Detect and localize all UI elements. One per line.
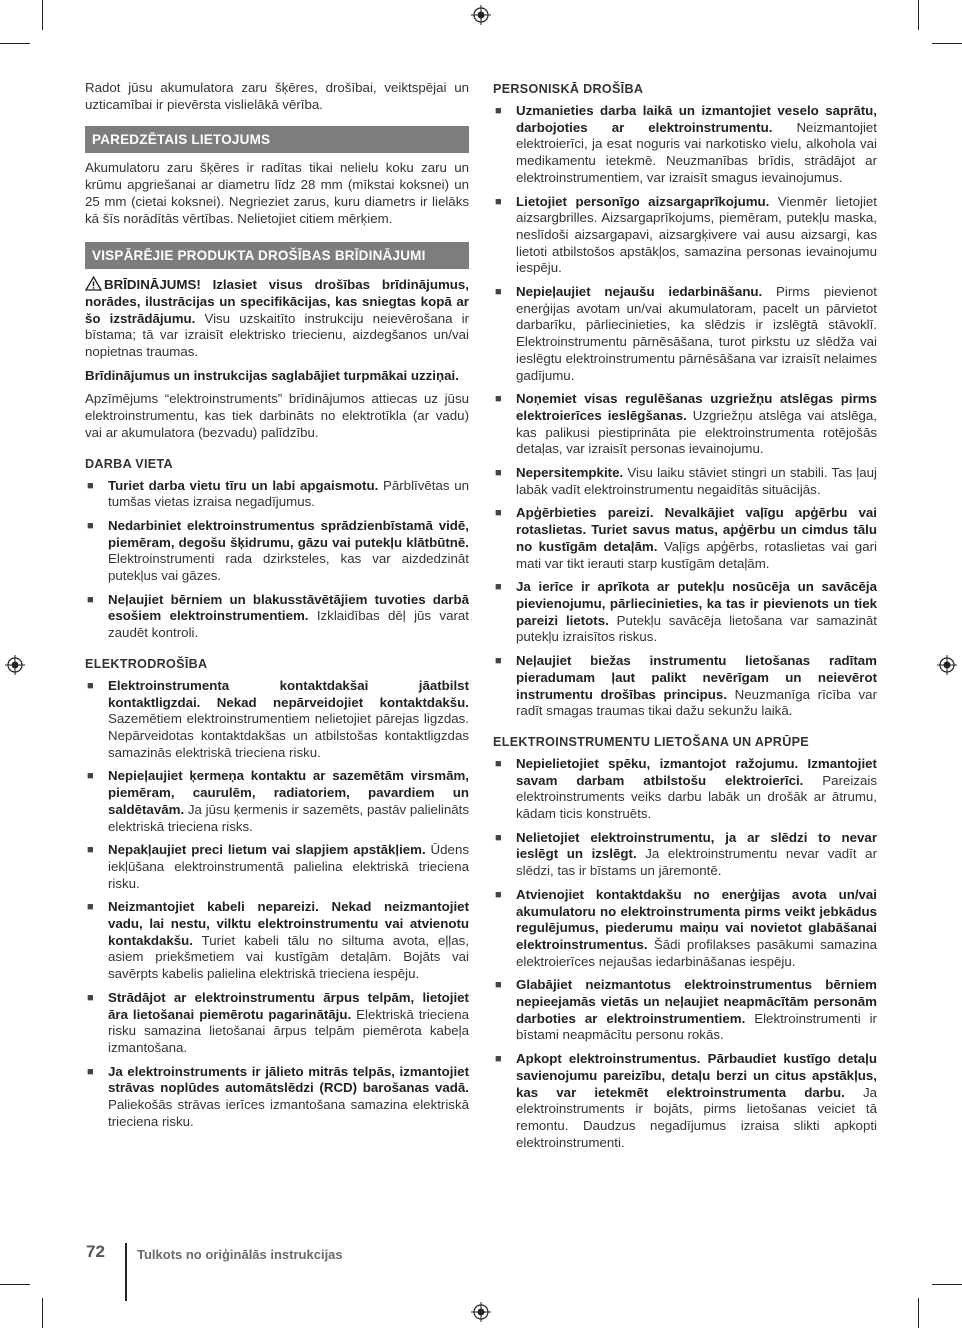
list-item-text: Pareizais elektroinstruments veiks darbu labāk un drošāk ar ātrumu, kādam ticis konstruēts. <box>516 772 877 822</box>
personal-safety-list <box>493 103 877 720</box>
list-item-text: Elektroinstrumenti ir bīstami neapmācītu personu rokās. <box>516 1010 877 1043</box>
list-item-text: Pārblīvētas un tumšas vietas izraisa negadījumus. <box>108 477 469 510</box>
square-bullet-icon: ■ <box>87 679 94 692</box>
list-item <box>85 990 469 1057</box>
square-bullet-icon: ■ <box>87 844 94 857</box>
footer-text: Tulkots no oriģinālās instrukcijas <box>137 1247 343 1262</box>
list-item-bold: Glabājiet neizmantotus elektroinstrumentus bērniem nepieejamās vietās un neļaujiet neapmācītām personām darboties ar elektroinstrumentiem. <box>516 977 877 1026</box>
square-bullet-icon: ■ <box>495 195 502 208</box>
list-item-text: Elektriskā trieciena risku samazina lietošanai ārpus telpām piemērota kabeļa izmantošana. <box>108 1006 469 1055</box>
list-item-bold: Ja elektroinstruments ir jālieto mitrās telpās, izmantojiet strāvas noplūdes automātslēdzi (RCD) barošanas vadā. <box>108 1063 469 1096</box>
list-item-text: Neizmantojiet elektroierīci, ja esat noguris vai narkotisko vielu, alkohola vai medikamentu ietekmē. Neuzmanības brīdis, strādājot ar elektroinstrumentiem, var izraisīt smagus ievainojumus. <box>516 119 878 185</box>
registration-crosshair-icon <box>5 655 25 675</box>
square-bullet-icon: ■ <box>495 581 502 594</box>
list-item-bold: Nepieļaujiet ķermeņa kontaktu ar sazemētām virsmām, piemēram, caurulēm, radiatoriem, pavardiem un saldētavām. <box>108 768 469 817</box>
intended-use-paragraph: Akumulatoru zaru šķēres ir radītas tikai nelielu koku zaru un krūmu apgriešanai ar diametru līdz 28 mm (mīkstai koksnei) un 25 mm (cietai koksnei). Negrieziet zarus, kuru diametrs ir lielāks kā šīs norādītās vērtības. Nelietojiet citiem mērķiem. <box>85 160 469 226</box>
list-item <box>493 977 877 1044</box>
warning-body-text: Visu uzskaitīto instrukciju neievērošana ir bīstama; tā var izraisīt elektrisko triecienu, aizdegšanos un/vai nopietnas traumas. <box>85 310 470 360</box>
keep-instructions <box>85 368 469 385</box>
list-item <box>85 768 469 835</box>
list-item-text: Vaļīgs apģērbs, rotaslietas vai gari mati var tikt ierauti starp kustīgām detaļām. <box>516 538 877 571</box>
square-bullet-icon: ■ <box>495 979 502 992</box>
list-item-bold: Strādājot ar elektroinstrumentu ārpus telpām, lietojiet āra lietošanai piemērotu pagarinātāju. <box>108 989 469 1022</box>
left-column <box>85 80 469 1137</box>
list-item-bold: Ja ierīce ir aprīkota ar putekļu nosūcēja un savācēja pievienojumu, pārliecinieties, ka tas ir pievienots un tiek pareizi lietots. <box>516 579 877 628</box>
square-bullet-icon: ■ <box>495 757 502 770</box>
section-heading-general-safety: VISPĀRĒJIE PRODUKTA DROŠĪBAS BRĪDINĀJUMI <box>85 242 469 269</box>
square-bullet-icon: ■ <box>87 1065 94 1078</box>
list-item <box>493 653 877 720</box>
square-bullet-icon: ■ <box>87 593 94 606</box>
page-number: 72 <box>86 1242 105 1261</box>
list-item <box>85 842 469 892</box>
list-item-text: Putekļu savācēja lietošana var samazināt putekļu izraisītos riskus. <box>516 612 877 645</box>
registration-crosshair-icon <box>471 1302 491 1322</box>
list-item-bold: Turiet darba vietu tīru un labi apgaismotu. <box>108 477 379 493</box>
crop-mark <box>918 1298 919 1328</box>
square-bullet-icon: ■ <box>495 655 502 668</box>
intro-paragraph: Radot jūsu akumulatora zaru šķēres, drošībai, veiktspējai un uzticamībai ir pievērsta vislielākā vērība. <box>85 80 469 112</box>
list-item-text: Paliekošās strāvas ierīces izmantošana samazina elektriskā trieciena risku. <box>108 1097 469 1129</box>
tool-use-care-list <box>493 756 877 1151</box>
list-item <box>493 830 877 880</box>
list-item-text: Šādi profilakses pasākumi samazina elektroierīces nejaušas iedarbināšanas iespēju. <box>516 936 877 969</box>
crop-mark <box>0 1284 30 1285</box>
list-item-text: Sazemētiem elektroinstrumentiem nelietojiet pārejas ligzdas. Nepārveidotas kontaktdakšas un atbilstošas kontaktligzdas samazinās elektriskā trieciena risku. <box>108 711 469 760</box>
list-item <box>85 478 469 511</box>
list-item-text: Turiet kabeli tālu no siltuma avota, eļļas, asiem priekšmetiem vai kustīgām detaļām. Bojāts vai savērpts kabelis palielina elektriskā trieciena iespēju. <box>108 932 469 982</box>
square-bullet-icon: ■ <box>495 105 502 117</box>
list-item-text: Ja jūsu ķermenis ir sazemēts, pastāv palielināts elektriskā trieciena risks. <box>108 801 469 834</box>
square-bullet-icon: ■ <box>495 1053 502 1066</box>
registration-crosshair-icon <box>937 655 957 675</box>
electrical-safety-list <box>85 678 469 1131</box>
crop-mark <box>42 0 43 30</box>
list-item-bold: Neļaujiet bērniem un blakusstāvētājiem tuvoties darbā esošiem elektroinstrumentiem. <box>108 591 469 624</box>
crop-mark <box>42 1298 43 1328</box>
term-definition-paragraph: Apzīmējums “elektroinstruments” brīdinājumos attiecas uz jūsu elektroinstrumentu, kas tiek darbināts no elektrotīkla (ar vadu) vai ar akumulatora (bezvadu) palīdzību. <box>85 391 469 440</box>
list-item <box>85 592 469 642</box>
list-item-text: Pirms pievienot enerģijas avotam un/vai akumulatoram, pacelt un pārvietot darbarīku, pārliecinieties, ka slēdzis ir izslēgtā stāvoklī. Elektroinstrumentu pārnēsāšana, turot pirkstu uz slēdža vai ieslēgtu elektroinstrumentu pārnēsāšana var izraisīt nelaimes gadījumu. <box>516 284 877 383</box>
list-item-bold: Nepersitempkite. <box>516 465 624 481</box>
list-item-bold: Nepieļaujiet nejaušu iedarbināšanu. <box>516 284 763 300</box>
square-bullet-icon: ■ <box>495 393 502 406</box>
list-item-bold: Nedarbiniet elektroinstrumentus sprādzienbīstamā vidē, piemēram, degošu šķidrumu, gāzu vai putekļu klātbūtnē. <box>108 517 469 550</box>
list-item-bold: Nelietojiet elektroinstrumentu, ja ar slēdzi to nevar ieslēgt un izslēgt. <box>516 829 877 862</box>
list-item-bold: Uzmanieties darba laikā un izmantojiet veselo saprātu, darbojoties ar elektroinstrumentu. <box>516 103 877 135</box>
list-item-text: Neuzmanīga rīcība var radīt smagas traumas tikai dažu sekunžu laikā. <box>516 686 877 719</box>
list-item <box>493 756 877 823</box>
list-item-bold: Lietojiet personīgo aizsargaprīkojumu. <box>516 193 770 209</box>
list-item <box>85 518 469 585</box>
list-item <box>493 1051 877 1151</box>
square-bullet-icon: ■ <box>495 831 502 844</box>
list-item <box>493 579 877 646</box>
warning-bold-text: BRĪDINĀJUMS! Izlasiet visus drošības brīdinājumus, norādes, ilustrācijas un specifikācijas, kas sniegtas kopā ar šo izstrādājumu. <box>85 277 469 326</box>
list-item-text: Izklaidības dēļ jūs varat zaudēt kontroli. <box>108 608 469 641</box>
list-item <box>493 505 877 572</box>
list-item-text: Vienmēr lietojiet aizsargbrilles. Aizsargaprīkojums, piemēram, putekļu maska, neslīdoši aizsargapavi, aizsargķivere vai ausu aizsargi, kas lietoti atbilstošos apstākļos, samazina personas ievainojumu iespēju. <box>516 193 877 276</box>
list-item <box>493 103 877 187</box>
list-item <box>493 887 877 971</box>
electrical-safety-heading: ELEKTRODROŠĪBA <box>85 656 208 671</box>
list-item <box>85 1064 469 1131</box>
list-item-bold: Neļaujiet biežas instrumentu lietošanas radītam pieradumam ļaut palikt nevērīgam un neievērot instrumentu drošības principus. <box>516 653 877 702</box>
list-item <box>85 678 469 762</box>
list-item-text: Elektroinstrumenti rada dzirksteles, kas var aizdedzināt putekļus vai gāzes. <box>108 551 469 584</box>
square-bullet-icon: ■ <box>87 901 94 914</box>
list-item-text: Ja elektroinstrumentu nevar vadīt ar slēdzi, tas ir bīstams un jāremontē. <box>516 846 877 879</box>
list-item <box>85 899 469 983</box>
list-item-text: Visu laiku stāviet stingri un stabili. Tas ļauj labāk vadīt elektroinstrumentu negaidītās situācijās. <box>516 465 877 497</box>
square-bullet-icon: ■ <box>87 519 94 532</box>
keep-instructions-bold: Brīdinājumus un instrukcijas saglabājiet turpmākai uzziņai. <box>85 367 459 383</box>
square-bullet-icon: ■ <box>87 991 94 1004</box>
section-heading-intended-use: PAREDZĒTAIS LIETOJUMS <box>85 126 469 153</box>
list-item <box>493 284 877 384</box>
square-bullet-icon: ■ <box>87 770 94 783</box>
square-bullet-icon: ■ <box>495 286 502 299</box>
registration-crosshair-icon <box>471 5 491 25</box>
work-area-list <box>85 478 469 642</box>
crop-mark <box>918 0 919 30</box>
warning-paragraph <box>85 276 469 361</box>
list-item <box>493 391 877 458</box>
list-item-bold: Nepakļaujiet preci lietum vai slapjiem apstākļiem. <box>108 842 426 858</box>
personal-safety-heading: PERSONISKĀ DROŠĪBA <box>493 82 644 96</box>
crop-mark <box>932 43 962 44</box>
list-item <box>493 194 877 278</box>
list-item-bold: Nepielietojiet spēku, izmantojot ražojumu. Izmantojiet savam darbam atbilstošu elektroierīci. <box>516 755 877 788</box>
work-area-heading: DARBA VIETA <box>85 456 173 471</box>
list-item <box>493 465 877 498</box>
right-column <box>493 80 877 1158</box>
list-item-bold: Apģērbieties pareizi. Nevalkājiet vaļīgu apģērbu vai rotaslietas. Turiet savus matus, apģērbu un cimdus tālu no kustīgām detaļām. <box>516 505 877 554</box>
list-item-text: Ja elektroinstruments ir bojāts, pirms lietošanas veiciet tā remontu. Daudzus negadījumus izraisa slikti apkopti elektroinstrumenti. <box>516 1084 877 1150</box>
list-item-text: Uzgriežņu atslēga vai atslēga, kas palikusi piestiprināta pie elektroinstrumenta rotējošās detaļas, var izraisīt personas ievainojumu. <box>516 407 877 457</box>
warning-triangle-icon <box>85 276 102 291</box>
crop-mark <box>932 1284 962 1285</box>
footer-divider <box>125 1243 127 1301</box>
square-bullet-icon: ■ <box>495 507 502 520</box>
tool-use-care-heading: ELEKTROINSTRUMENTU LIETOŠANA UN APRŪPE <box>493 734 809 749</box>
square-bullet-icon: ■ <box>495 888 502 901</box>
list-item-bold: Elektroinstrumenta kontaktdakšai jāatbilst kontaktligzdai. Nekad nepārveidojiet kontaktdakšu. <box>108 677 469 710</box>
list-item-bold: Atvienojiet kontaktdakšu no enerģijas avota un/vai akumulatoru no elektroinstrumenta pirms veikt jebkādus regulējumus, piederumu maiņu vai novietot glabāšanai elektroinstrumentus. <box>516 886 877 952</box>
list-item-bold: Apkopt elektroinstrumentus. Pārbaudiet kustīgo detaļu savienojumu pareizību, detaļu berzi un citus apstākļus, kas var ietekmēt elektroinstrumenta darbu. <box>516 1051 877 1100</box>
crop-mark <box>0 43 30 44</box>
square-bullet-icon: ■ <box>87 479 94 492</box>
list-item-bold: Neizmantojiet kabeli nepareizi. Nekad neizmantojiet vadu, lai nestu, vilktu elektroinstrumentu vai atvienotu kontakdakšu. <box>108 899 469 948</box>
list-item-bold: Noņemiet visas regulēšanas uzgriežņu atslēgas pirms elektroierīces ieslēgšanas. <box>516 391 877 423</box>
square-bullet-icon: ■ <box>495 467 502 480</box>
list-item-text: Ūdens iekļūšana elektroinstrumentā palielina elektriskā trieciena risku. <box>108 842 469 891</box>
